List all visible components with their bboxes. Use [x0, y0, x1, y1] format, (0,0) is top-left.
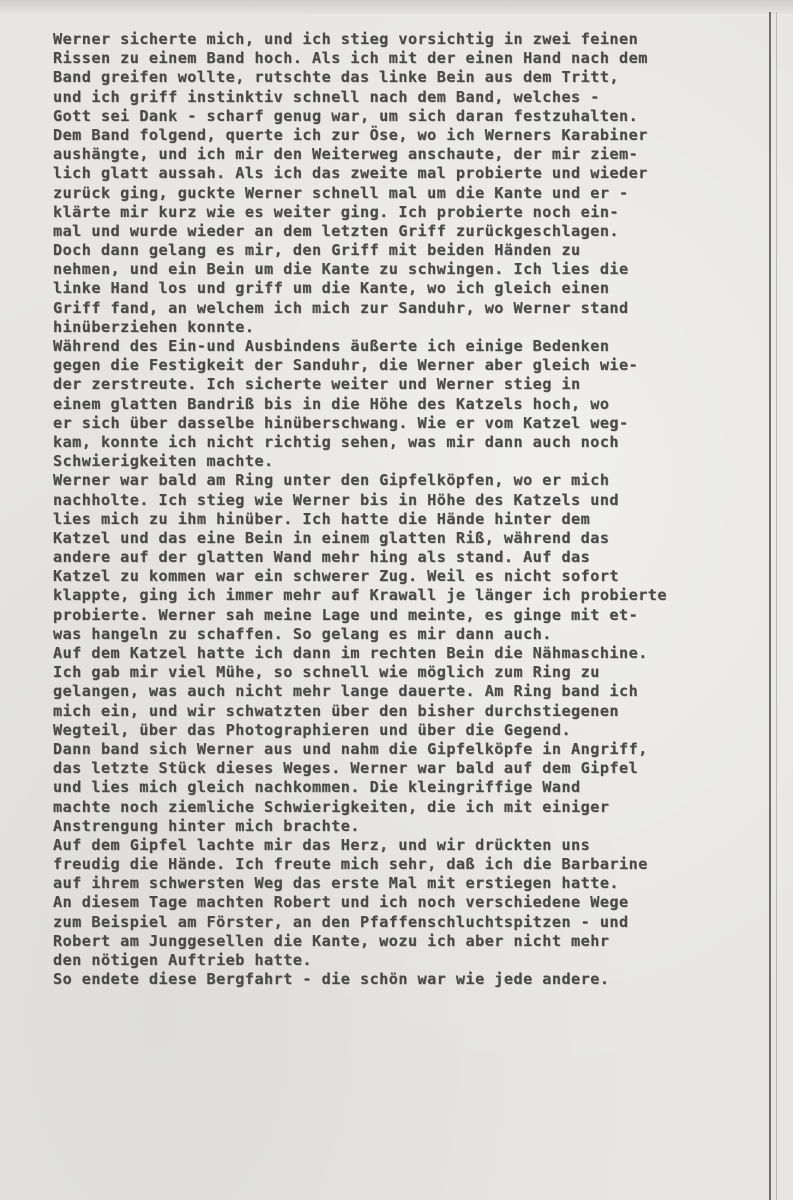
text-line: Ich gab mir viel Mühe, so schnell wie möglich zum Ring zu	[53, 663, 600, 682]
text-line: Auf dem Katzel hatte ich dann im rechten Bein die Nähmaschine.	[53, 644, 648, 662]
text-line: gelangen, was auch nicht mehr lange dauerte. Am Ring band ich	[53, 682, 639, 701]
text-line: auf ihrem schwersten Weg das erste Mal mit erstiegen hatte.	[53, 874, 620, 893]
text-line: An diesem Tage machten Robert und ich noch verschiedene Wege	[53, 893, 629, 912]
text-line: klappte, ging ich immer mehr auf Krawall je länger ich probierte	[53, 586, 667, 605]
text-line: Band greifen wollte, rutschte das linke Bein aus dem Tritt,	[53, 68, 620, 87]
text-line: klärte mir kurz wie es weiter ging. Ich probierte noch ein-	[53, 202, 620, 221]
text-line: Werner war bald am Ring unter den Gipfelköpfen, wo er mich	[53, 471, 610, 490]
scan-top-edge	[0, 0, 793, 14]
text-line: lies mich zu ihm hinüber. Ich hatte die Hände hinter dem	[53, 509, 591, 528]
text-line: freudig die Hände. Ich freute mich sehr, daß ich die Barbarine	[53, 855, 648, 874]
text-line: zum Beispiel am Förster, an den Pfaffenschluchtspitzen - und	[53, 912, 629, 931]
text-line: Während des Ein-und Ausbindens äußerte ich einige Bedenken	[53, 337, 610, 355]
text-line: Dann band sich Werner aus und nahm die Gipfelköpfe in Angriff,	[53, 739, 648, 758]
text-line: Schwierigkeiten machte.	[53, 452, 274, 471]
text-line: Griff fand, an welchem ich mich zur Sanduhr, wo Werner stand	[53, 298, 629, 317]
text-line: der zerstreute. Ich sicherte weiter und Werner stieg in	[53, 375, 581, 394]
text-line: lich glatt aussah. Als ich das zweite mal probierte und wieder	[53, 164, 648, 183]
text-line: zurück ging, guckte Werner schnell mal um die Kante und er -	[53, 183, 629, 202]
text-line: Werner sicherte mich, und ich stieg vorsichtig in zwei feinen	[53, 30, 639, 48]
text-line: Doch dann gelang es mir, den Griff mit beiden Händen zu	[53, 241, 581, 260]
text-line: So endete diese Bergfahrt - die schön war wie jede andere.	[53, 970, 610, 989]
text-line: und ich griff instinktiv schnell nach dem Band, welches -	[53, 87, 600, 106]
text-line: er sich über dasselbe hinüberschwang. Wie er vom Katzel weg-	[53, 413, 629, 432]
text-line: das letzte Stück dieses Weges. Werner war bald auf dem Gipfel	[53, 759, 639, 778]
text-line: kam, konnte ich nicht richtig sehen, was mir dann auch noch	[53, 432, 620, 451]
text-line: linke Hand los und griff um die Kante, wo ich gleich einen	[53, 279, 610, 298]
text-line: probierte. Werner sah meine Lage und meinte, es ginge mit et-	[53, 605, 639, 624]
text-line: Katzel zu kommen war ein schwerer Zug. Weil es nicht sofort	[53, 567, 620, 586]
text-line: Gott sei Dank - scharf genug war, um sich daran festzuhalten.	[53, 106, 639, 125]
text-line: Auf dem Gipfel lachte mir das Herz, und wir drückten uns	[53, 835, 591, 854]
text-line: machte noch ziemliche Schwierigkeiten, die ich mit einiger	[53, 797, 610, 816]
text-line: mich ein, und wir schwatzten über den bisher durchstiegenen	[53, 701, 620, 720]
text-line: Katzel und das eine Bein in einem glatten Riß, während das	[53, 528, 610, 547]
text-line: einem glatten Bandriß bis in die Höhe des Katzels hoch, wo	[53, 394, 610, 413]
text-line: Rissen zu einem Band hoch. Als ich mit der einen Hand nach dem	[53, 49, 648, 68]
text-line: und lies mich gleich nachkommen. Die kleingriffige Wand	[53, 778, 581, 797]
text-line: Wegteil, über das Photographieren und über die Gegend.	[53, 720, 572, 739]
text-line: nehmen, und ein Bein um die Kante zu schwingen. Ich lies die	[53, 260, 629, 279]
text-line: andere auf der glatten Wand mehr hing als stand. Auf das	[53, 548, 591, 567]
text-line: mal und wurde wieder an dem letzten Griff zurückgeschlagen.	[53, 221, 620, 240]
text-line: hinüberziehen konnte.	[53, 317, 255, 336]
text-line: den nötigen Auftrieb hatte.	[53, 951, 313, 969]
typewritten-body	[53, 30, 793, 989]
text-line: Anstrengung hinter mich brachte.	[53, 816, 360, 835]
text-line: Dem Band folgend, querte ich zur Öse, wo ich Werners Karabiner	[53, 125, 648, 144]
text-line: was hangeln zu schaffen. So gelang es mir dann auch.	[53, 624, 552, 643]
text-line: aushängte, und ich mir den Weiterweg anschaute, der mir ziem-	[53, 145, 639, 164]
text-line: nachholte. Ich stieg wie Werner bis in Höhe des Katzels und	[53, 490, 620, 509]
text-line: gegen die Festigkeit der Sanduhr, die Werner aber gleich wie-	[53, 356, 639, 375]
text-line: Robert am Junggesellen die Kante, wozu ich aber nicht mehr	[53, 931, 610, 950]
